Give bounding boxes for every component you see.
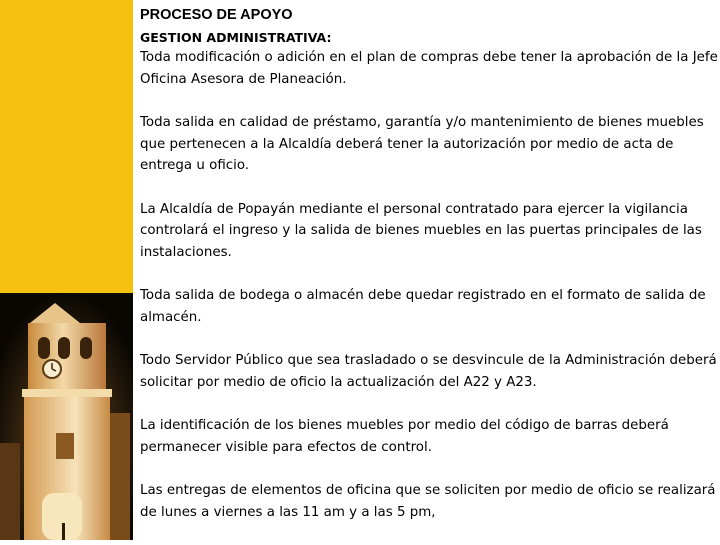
page-title: PROCESO DE APOYO bbox=[140, 7, 293, 23]
paragraph-salida-bodega: Toda salida de bodega o almacén debe quedar registrado en el formato de salida de almacén. bbox=[140, 288, 706, 325]
paragraph-servidor-publico: Todo Servidor Público que sea trasladado o se desvincule de la Administración deberá solicitar por medio de oficio la actualización del A22 y A23. bbox=[140, 353, 717, 390]
paragraph-salida-prestamo: Toda salida en calidad de préstamo, garantía y/o mantenimiento de bienes muebles que pertenecen a la Alcaldía deberá tener la autorización por medio de acta de entrega u oficio. bbox=[140, 115, 704, 173]
paragraph-codigo-barras: La identificación de los bienes muebles por medio del código de barras deberá permanecer visible para efectos de control. bbox=[140, 418, 669, 455]
paragraph-vigilancia: La Alcaldía de Popayán mediante el personal contratado para ejercer la vigilancia controlará el ingreso y la salida de bienes muebles en las puertas principales de las instalaciones. bbox=[140, 201, 702, 260]
clock-tower-illustration bbox=[0, 293, 133, 540]
section-heading: GESTION ADMINISTRATIVA: bbox=[140, 30, 332, 45]
paragraph-plan-compras: Toda modificación o adición en el plan de compras debe tener la aprobación de la Jefe Oficina Asesora de Planeación. bbox=[140, 50, 718, 87]
yellow-sidebar bbox=[0, 0, 133, 540]
main-content bbox=[140, 6, 718, 545]
clock-tower-photo bbox=[0, 293, 133, 540]
paragraph-entregas-oficina: Las entregas de elementos de oficina que se soliciten por medio de oficio se realizará de lunes a viernes a las 11 am y a las 5 pm, bbox=[140, 483, 716, 520]
